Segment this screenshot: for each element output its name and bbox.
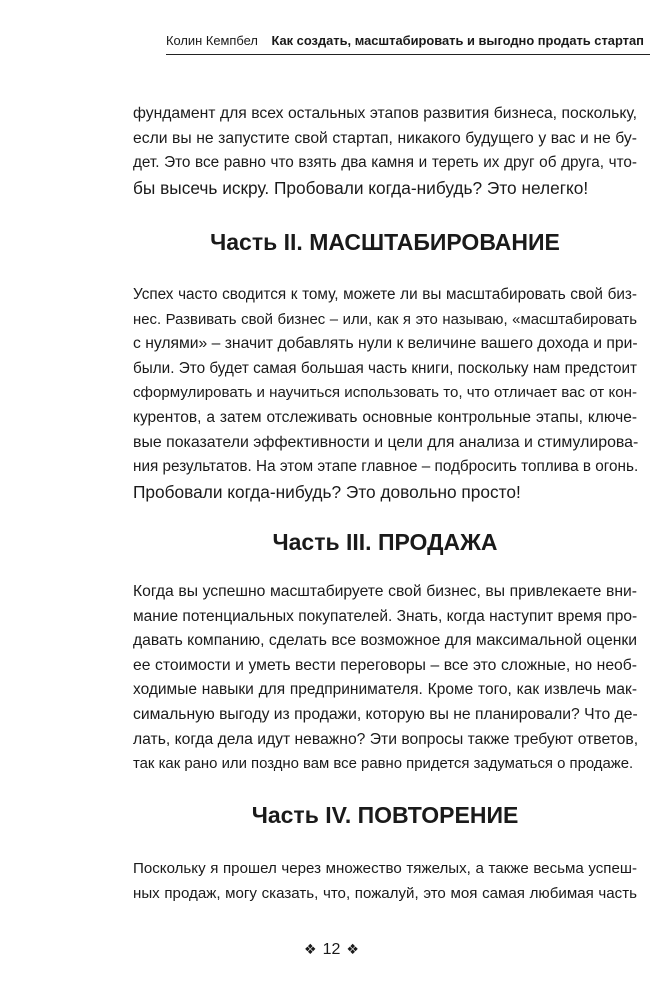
part4-heading: Часть IV. ПОВТОРЕНИЕ [251,802,519,828]
text-line: сформулировать и научиться использовать то, что отличает вас от кон- [133,384,637,402]
ornament-right-icon: ❖ [346,941,359,957]
text-line: фундамент для всех остальных этапов развития бизнеса, поскольку, [133,105,637,122]
text-line: ее стоимости и уметь вести переговоры – все это сложные, но необ- [133,656,637,674]
text-line: давать компанию, сделать все возможное для максимальной оценки [133,632,637,650]
intro-paragraph [133,102,637,200]
part4-paragraph [133,857,637,906]
page-number: 12 [322,941,341,958]
text-line: были. Это будет самая большая часть книги, поскольку нам предстоит [133,359,637,377]
text-line: если вы не запустите свой стартап, никакого будущего у вас и не бу- [133,129,637,147]
text-line: ных продаж, могу сказать, что, пожалуй, это моя самая любимая часть [133,884,637,902]
header-rule [166,54,650,55]
text-line: так как рано или поздно вам все равно придется задуматься о продаже. [133,756,634,773]
text-line: лать, когда дела идут неважно? Эти вопросы также требуют ответов, [133,730,639,748]
text-line: бы высечь искру. Пробовали когда-нибудь? Это нелегко! [133,177,589,198]
text-line: ния результатов. На этом этапе главное – подбросить топлива в огонь. [133,458,639,476]
text-line: Успех часто сводится к тому, можете ли вы масштабировать свой биз- [133,286,637,303]
text-line: симальную выгоду из продажи, которую вы не планировали? Что де- [133,705,638,723]
text-line: мание потенциальных покупателей. Знать, когда наступит время про- [133,607,638,625]
part2-heading: Часть II. МАСШТАБИРОВАНИЕ [210,229,560,255]
text-line: Пробовали когда-нибудь? Это довольно просто! [133,481,521,502]
header-author: Колин Кемпбел [166,33,258,48]
page-footer [0,938,663,961]
ornament-left-icon: ❖ [304,941,317,957]
text-line: курентов, а затем отслеживать основные контрольные этапы, ключе- [133,408,637,426]
running-header [166,30,643,52]
part3-heading: Часть III. ПРОДАЖА [272,529,498,555]
text-line: Поскольку я прошел через множество тяжелых, а также весьма успеш- [133,860,637,877]
part2-paragraph [133,283,637,504]
text-line: с нулями» – значит добавлять нули к величине вашего дохода и при- [133,335,638,353]
text-line: Когда вы успешно масштабируете свой бизнес, вы привлекаете вни- [133,583,637,600]
header-book-title: Как создать, масштабировать и выгодно продать стартап [271,33,644,48]
part3-paragraph [133,580,637,777]
text-line: дет. Это все равно что взять два камня и тереть их друг об друга, что- [133,154,637,172]
text-line: ходимые навыки для предпринимателя. Кроме того, как извлечь мак- [133,681,637,699]
text-line: нес. Развивать свой бизнес – или, как я это называю, «масштабировать [133,311,637,328]
text-line: вые показатели эффективности и цели для анализа и стимулирова- [133,433,639,451]
